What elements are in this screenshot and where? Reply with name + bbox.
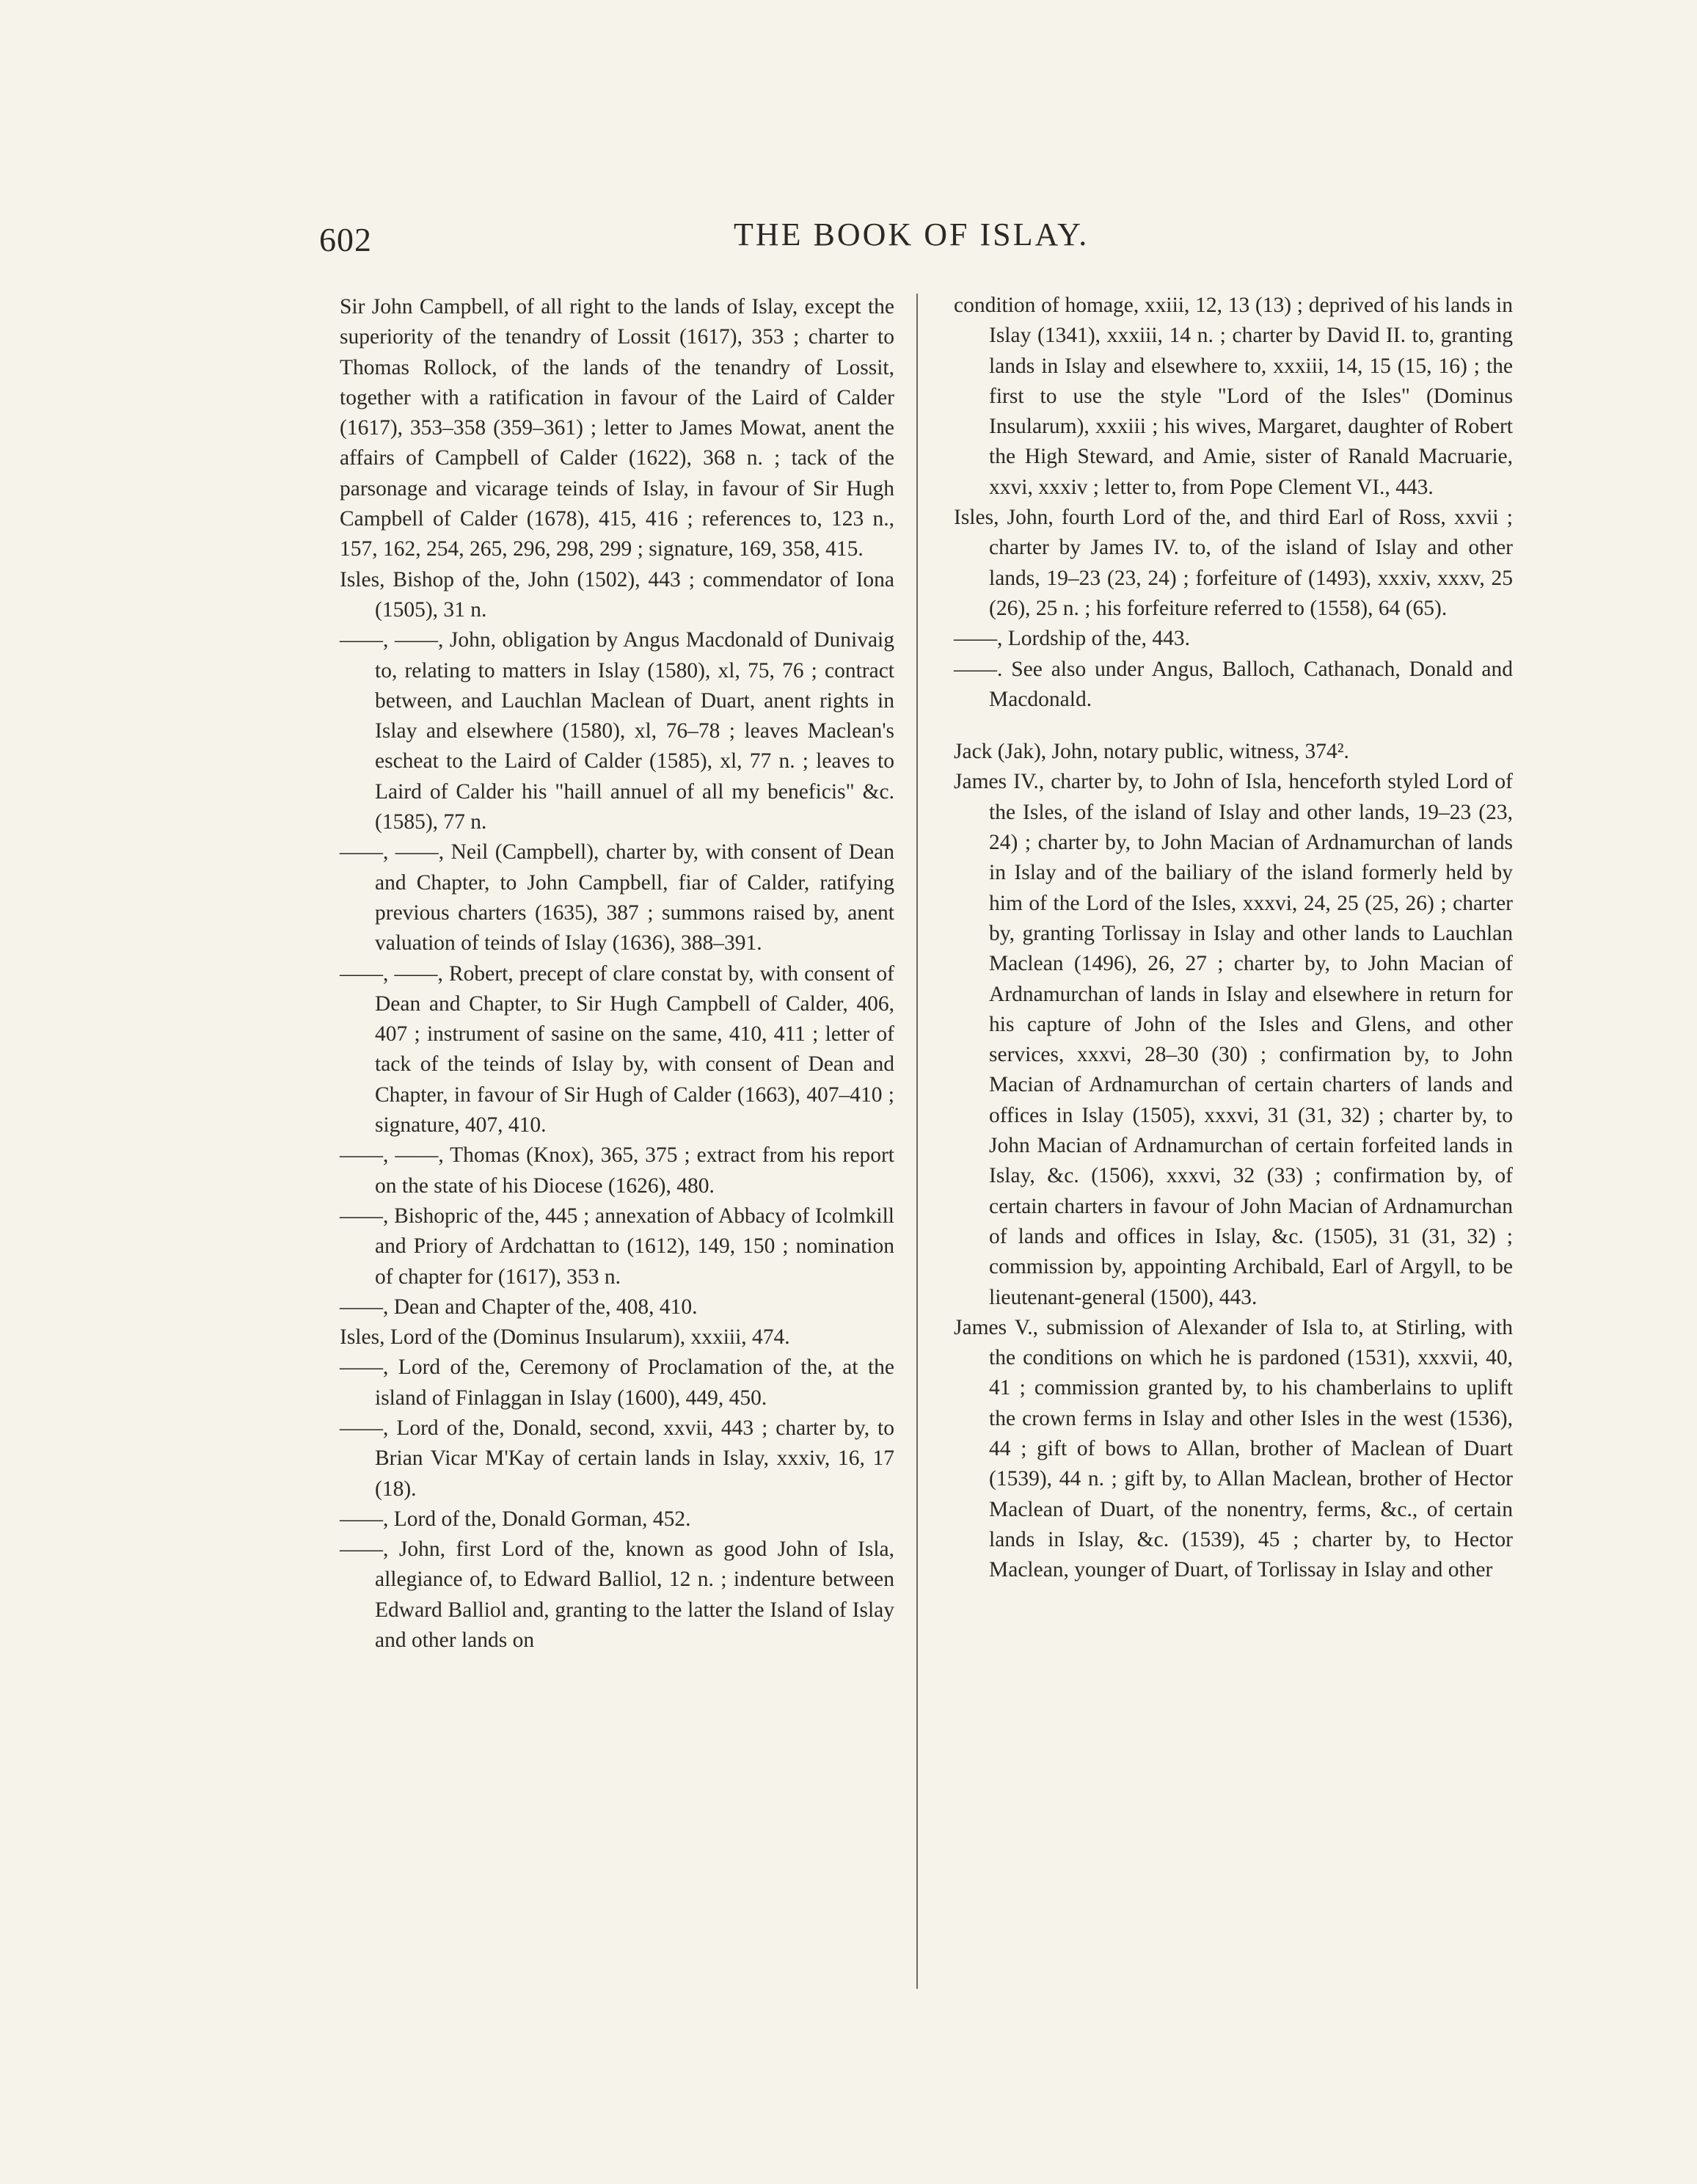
index-entry: Jack (Jak), John, notary public, witness, 374². [954,740,1349,764]
index-entry: Sir John Campbell, of all right to the lands of Islay, except the superiority of the tenandry of Lossit (1617), 353 ; charter to Thomas Rollock, of the lands of the tenandry of Lossit, together with a ratification in favour of the Laird of Calder (1617), 353–358 (359–361) ; letter to James Mowat, anent the affairs of Campbell of Calder (1622), 368 n. ; tack of the parsonage and vicarage teinds of Islay, in favour of Sir Hugh Campbell of Calder (1678), 415, 416 ; references to, 123 n., 157, 162, 254, 265, 296, 298, 299 ; signature, 169, 358, 415. [340,295,894,561]
page-title: THE BOOK OF ISLAY. [734,216,1090,252]
index-entry: ——, ——, Robert, precept of clare constat by, with consent of Dean and Chapter, to Sir Hugh Campbell of Calder, 406, 407 ; instrument of sasine on the same, 410, 411 ; letter of tack of the teinds of Islay by, with consent of Dean and Chapter, in favour of Sir Hugh of Calder (1663), 407–410 ; signature, 407, 410. [340,961,894,1138]
index-entry: ——, Lordship of the, 443. [954,627,1191,651]
index-entry: Isles, Lord of the (Dominus Insularum), xxxiii, 474. [340,1325,790,1350]
index-entry: condition of homage, xxiii, 12, 13 (13) ; deprived of his lands in Islay (1341), xxxiii, 14 n. ; charter by David II. to, granting lands in Islay and elsewhere to, xxxiii, 14, 15 (15, 16) ; the first to use the style "Lord of the Isles" (Dominus Insularum), xxxiii ; his wives, Margaret, daughter of Robert the High Steward, and Amie, sister of Ranald Macruarie, xxvi, xxxiv ; letter to, from Pope Clement VI., 443. [954,294,1513,499]
index-column-right [954,291,1513,1585]
column-divider [916,294,918,1989]
index-entry: ——, ——, Thomas (Knox), 365, 375 ; extract from his report on the state of his Diocese (1626), 480. [340,1143,894,1198]
running-head [0,210,1697,261]
index-entry: ——, ——, John, obligation by Angus Macdonald of Dunivaig to, relating to matters in Islay (1580), xl, 75, 76 ; contract between, and Lauchlan Maclean of Duart, anent rights in Islay and elsewhere (1580), xl, 76–78 ; leaves Maclean's escheat to the Laird of Calder (1585), xl, 77 n. ; leaves to Laird of Calder his "haill annuel of all my beneficis" &c. (1585), 77 n. [340,628,894,834]
index-entry: ——, ——, Neil (Campbell), charter by, with consent of Dean and Chapter, to John Campbell, fiar of Calder, ratifying previous charters (1635), 387 ; summons raised by, anent valuation of teinds of Islay (1636), 388–391. [340,840,894,956]
index-entry: James V., submission of Alexander of Isla to, at Stirling, with the conditions on which he is pardoned (1531), xxxvii, 40, 41 ; commission granted by, to his chamberlains to uplift the crown ferms in Islay and other Isles in the west (1536), 44 ; gift of bows to Allan, brother of Maclean of Duart (1539), 44 n. ; gift by, to Allan Maclean, brother of Hector Maclean of Duart, of the nonentry, ferms, &c., of certain lands in Islay, &c. (1539), 45 ; charter by, to Hector Maclean, younger of Duart, of Torlissay in Islay and other [954,1315,1513,1582]
index-entry: ——, Lord of the, Donald Gorman, 452. [340,1507,691,1531]
index-entry: Isles, John, fourth Lord of the, and third Earl of Ross, xxvii ; charter by James IV. to, of the island of Islay and other lands, 19–23 (23, 24) ; forfeiture of (1493), xxxiv, xxxv, 25 (26), 25 n. ; his forfeiture referred to (1558), 64 (65). [954,506,1513,620]
index-entry: ——, Lord of the, Donald, second, xxvii, 443 ; charter by, to Brian Vicar M'Kay of certain lands in Islay, xxxiv, 16, 17 (18). [340,1416,894,1501]
index-column-left [340,292,894,1656]
index-entry: ——. See also under Angus, Balloch, Cathanach, Donald and Macdonald. [954,657,1513,711]
index-entry: James IV., charter by, to John of Isla, henceforth styled Lord of the Isles, of the island of Islay and other lands, 19–23 (23, 24) ; charter by, to John Macian of Ardnamurchan of lands in Islay and of the bailiary of the island formerly held by him of the Lord of the Isles, xxxvi, 24, 25 (25, 26) ; charter by, granting Torlissay in Islay and other lands to Lauchlan Maclean (1496), 26, 27 ; charter by, to John Macian of Ardnamurchan of lands in Islay and elsewhere in return for his capture of John of the Isles and Glens, and other services, xxxvi, 28–30 (30) ; confirmation by, to John Macian of Ardnamurchan of certain charters of lands and offices in Islay (1505), xxxvi, 31 (31, 32) ; charter by, to John Macian of Ardnamurchan of certain forfeited lands in Islay, &c. (1506), xxxvi, 32 (33) ; confirmation by, of certain charters in favour of John Macian of Ardnamurchan of lands and offices in Islay, &c. (1505), 31 (31, 32) ; commission by, appointing Archibald, Earl of Argyll, to be lieutenant-general (1500), 443. [954,770,1513,1309]
index-entry: ——, Dean and Chapter of the, 408, 410. [340,1295,698,1319]
page-number: 602 [319,221,372,258]
index-entry: Isles, Bishop of the, John (1502), 443 ; commendator of Iona (1505), 31 n. [340,567,894,622]
index-entry: ——, John, first Lord of the, known as good John of Isla, allegiance of, to Edward Balliol, 12 n. ; indenture between Edward Balliol and, granting to the latter the Island of Islay and other lands on [340,1537,894,1653]
index-entry: ——, Lord of the, Ceremony of Proclamation of the, at the island of Finlaggan in Islay (1600), 449, 450. [340,1355,894,1410]
index-entry: ——, Bishopric of the, 445 ; annexation of Abbacy of Icolmkill and Priory of Ardchattan to (1612), 149, 150 ; nomination of chapter for (1617), 353 n. [340,1204,894,1289]
